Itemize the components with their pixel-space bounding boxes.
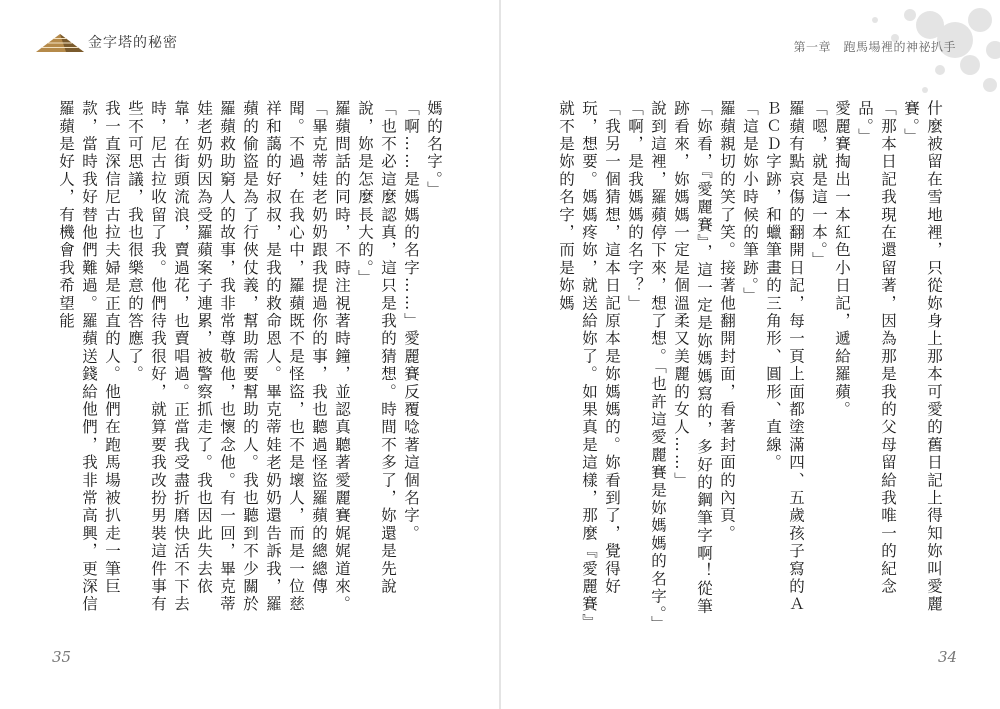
- paragraph: 「那本日記我現在還留著，因為那是我的父母留給我唯一的紀念品。」: [856, 100, 897, 596]
- paragraph: 「這是妳小時候的筆跡。」: [741, 100, 759, 305]
- page-number-left: 35: [52, 648, 72, 666]
- paragraph: 「妳看，『愛麗賽』，這一定是妳媽媽寫的，多好的鋼筆字啊！從筆跡看來，妳媽媽一定是個溫柔又美麗的女人……」: [672, 100, 713, 616]
- paragraph: 「我另一個猜想，這本日記原本是妳媽媽的。妳看到了，覺得好玩，想要。媽媽疼妳，就送給妳了。如果真是這樣，那麼『愛麗賽』就不是妳的名字，而是妳媽: [557, 100, 621, 624]
- paragraph: 媽的名字。」: [425, 100, 443, 199]
- paragraph: 羅蘋問話的同時，不時注視著時鐘，並認真聽著愛麗賽娓娓道來。: [333, 100, 351, 614]
- paragraph: 我一直深信尼古拉夫婦是正直的人。他們在跑馬場被扒走一筆巨款，當時我好替他們難過。羅蘋送錢給他們，我非常高興，更深信羅蘋是好人，有機會我希望能: [57, 100, 121, 614]
- book-spine: [499, 0, 501, 709]
- right-page-text: [555, 100, 945, 634]
- ink-splatter-decoration: [700, 0, 1000, 110]
- book-title: 金字塔的秘密: [88, 35, 178, 51]
- paragraph: 「畢克蒂娃老奶奶跟我提過你的事，我也聽過怪盜羅蘋的總總傳聞。不過，在我心中，羅蘋既不是怪盜，也不是壞人，而是一位慈祥和藹的好叔叔，是我的救命恩人。畢克蒂娃老奶奶還告訴我，羅蘋的偷盜是為了行俠仗義，幫助需要幫助的人。我也聽到不少關於羅蘋救助窮人的故事，我非常尊敬他，也懷念他。有一回，畢克蒂娃老奶奶因為受羅蘋案子連累，被警察抓走了。我也因此失去依靠，在街頭流浪，賣過花，也賣唱過。正當我受盡折磨快活不下去時，尼古拉收留了我。他們待我很好，就算要我改扮男裝這件事有些不可思議，我也很樂意的答應了。: [126, 100, 328, 614]
- paragraph: 愛麗賽掏出一本紅色小日記，遞給羅蘋。: [833, 100, 851, 419]
- header-left: [36, 30, 178, 54]
- paragraph: 羅蘋親切的笑了笑。接著他翻開封面，看著封面的內頁。: [718, 100, 736, 543]
- page-number-right: 34: [938, 648, 958, 666]
- paragraph: 「啊，是我媽媽的名字？」: [626, 100, 644, 313]
- paragraph: 「嗯，就是這一本。」: [810, 100, 828, 270]
- pyramid-icon: [36, 32, 84, 52]
- chapter-title: 第一章 跑馬場裡的神祕扒手: [793, 40, 956, 54]
- paragraph: 什麼被留在雪地裡，只從妳身上那本可愛的舊日記上得知妳叫愛麗賽。」: [902, 100, 943, 614]
- paragraph: 「也不必這麼認真，這只是我的猜想。時間不多了，妳還是先說說，妳是怎麼長大的。」: [356, 100, 397, 596]
- paragraph: 「啊……是媽媽的名字……」愛麗賽反覆唸著這個名字。: [402, 100, 420, 543]
- left-page-text: [57, 100, 445, 630]
- paragraph: 說到這裡，羅蘋停下來，想了想。「也許這愛麗賽是妳媽媽的名字。」: [649, 100, 667, 634]
- paragraph: 羅蘋有點哀傷的翻開日記，每一頁上面都塗滿四、五歲孩子寫的ＡＢＣＤ字跡，和蠟筆畫的三角形、圓形、直線。: [764, 100, 805, 614]
